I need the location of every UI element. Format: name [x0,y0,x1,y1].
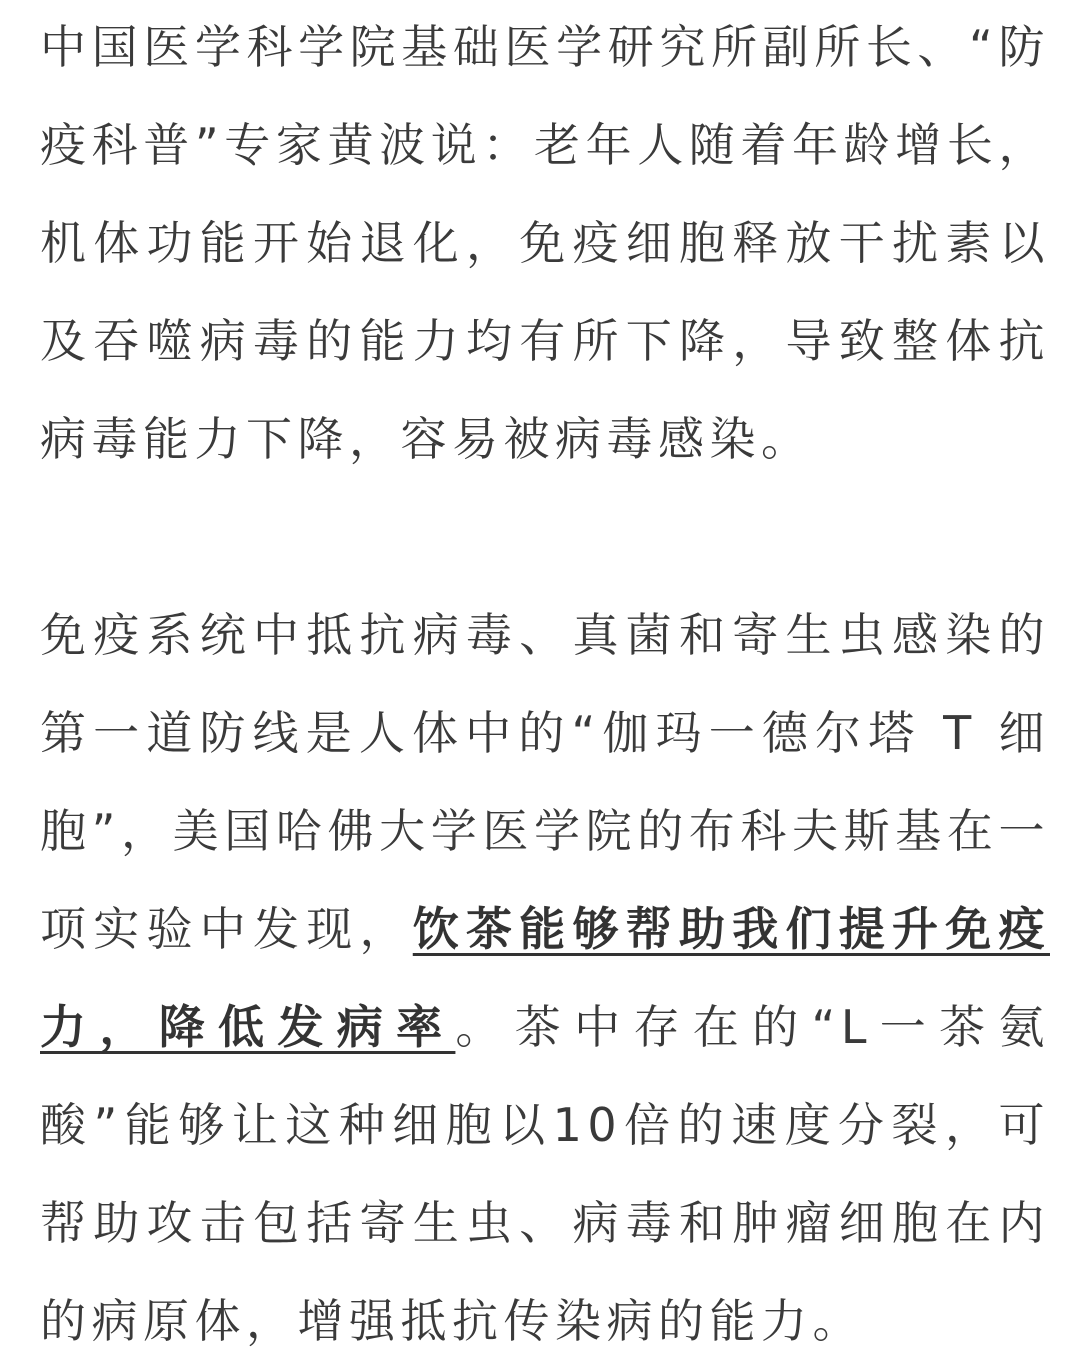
article-body [40,0,1050,1370]
paragraph-2-details: 。茶中存在的“L一茶氨酸”能够让这种细胞以10倍的速度分裂，可帮助攻击包括寄生虫、病毒和肿瘤细胞在内的病原体，增强抵抗传染病的能力。 [40,1000,1050,1348]
paragraph-aging-immunity [40,0,1050,488]
paragraph-2-intro: 免疫系统中抵抗病毒、真菌和寄生虫感染的第一道防线是人体中的“伽玛一德尔塔 T 细胞”，美国哈佛大学医学院的布科夫斯基在一项实验中发现， [40,608,1050,956]
paragraph-1-text: 中国医学科学院基础医学研究所副所长、“防疫科普”专家黄波说：老年人随着年龄增长，机体功能开始退化，免疫细胞释放干扰素以及吞噬病毒的能力均有所下降，导致整体抗病毒能力下降，容易被病毒感染。 [40,20,1050,466]
emphasized-claim: 饮茶能够帮助我们提升免疫力，降低发病率 [40,902,1050,1054]
paragraph-tea-immunity [40,586,1050,1370]
